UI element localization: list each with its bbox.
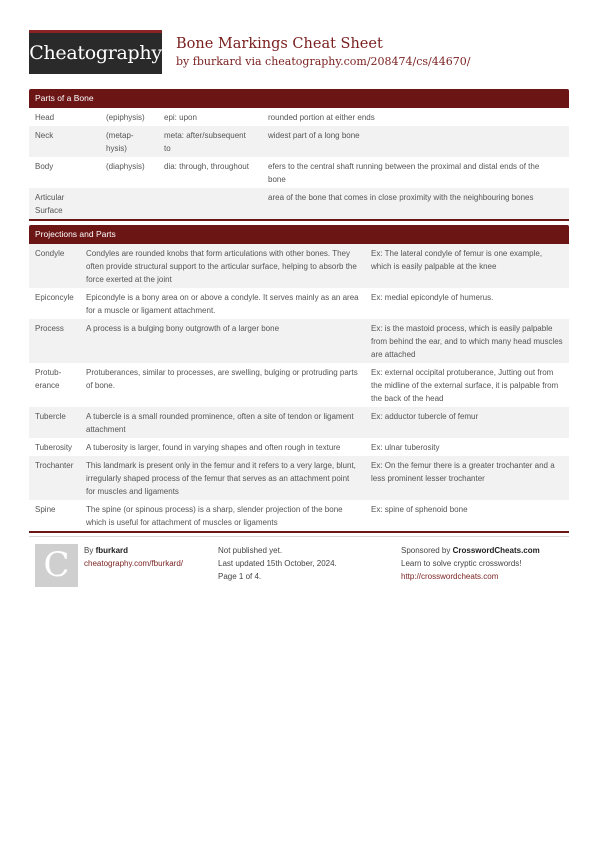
author-link[interactable]: fburkard — [192, 55, 242, 68]
section-divider — [29, 219, 569, 221]
parts-table — [29, 108, 569, 219]
page-header — [29, 30, 569, 76]
projection-example: Ex: is the mastoid process, which is easily palpable from behind the ear, and to which many head muscles are attached — [365, 319, 569, 363]
part-description: widest part of a long bone — [262, 126, 569, 157]
part-term: (metap- hysis) — [100, 126, 158, 157]
projections-section — [29, 225, 569, 533]
part-root: dia: through, throughout — [164, 162, 249, 171]
subtitle — [176, 55, 470, 69]
projection-example: Ex: ulnar tuberosity — [371, 443, 440, 452]
by-prefix: by — [176, 55, 190, 68]
projection-name: Spine — [35, 505, 56, 514]
table-row — [29, 188, 569, 219]
part-description: area of the bone that comes in close proximity with the neighbouring bones — [262, 188, 569, 219]
projection-name: Protub- erance — [35, 368, 62, 390]
footer-status-column — [218, 544, 337, 583]
sponsor-name[interactable]: CrosswordCheats.com — [452, 546, 540, 555]
footer-author-column — [84, 544, 183, 570]
projection-description: Epicondyle is a bony area on or above a condyle. It serves mainly as an area for a muscle or ligament attachment. — [86, 293, 359, 315]
part-description: efers to the central shaft running between the proximal and distal ends of the bone — [268, 162, 540, 184]
sponsor-url[interactable]: http://crosswordcheats.com — [401, 572, 499, 581]
table-row — [29, 500, 569, 531]
projection-description: Protuberances, similar to processes, are swelling, bulging or protruding parts of bone. — [86, 368, 358, 390]
projection-description: A tuberosity is larger, found in varying shapes and often rough in texture — [86, 443, 341, 452]
projection-name: Trochanter — [29, 456, 80, 500]
part-term — [100, 188, 158, 219]
projections-table — [29, 244, 569, 531]
projection-example: Ex: external occipital protuberance, Jutting out from the midline of the external surface, it is palpable from the back of the head — [371, 368, 559, 403]
projection-description: A tubercle is a small rounded prominence, often a site of tendon or ligament attachment — [80, 407, 365, 438]
section-divider — [29, 531, 569, 533]
page-title: Bone Markings Cheat Sheet — [176, 36, 383, 52]
parts-of-a-bone-section — [29, 89, 569, 221]
projection-description: This landmark is present only in the femur and it refers to a very large, blunt, irregularly shaped process of the femur that serves as an attachment point for muscles and ligaments — [80, 456, 365, 500]
table-row — [29, 126, 569, 157]
part-name: Body — [35, 162, 54, 171]
last-updated: Last updated 15th October, 2024. — [218, 559, 337, 568]
footer-sponsor-column — [401, 544, 540, 583]
table-row — [29, 456, 569, 500]
part-root — [158, 188, 262, 219]
section-heading: Parts of a Bone — [29, 89, 569, 108]
part-name: Articular Surface — [29, 188, 100, 219]
sponsor-prefix: Sponsored by — [401, 546, 451, 555]
footer-author-url[interactable]: cheatography.com/fburkard/ — [84, 559, 184, 568]
projection-name: Tubercle — [29, 407, 80, 438]
table-row — [29, 108, 569, 126]
projection-name: Condyle — [29, 244, 80, 288]
footer-author-line — [84, 544, 183, 557]
projection-example: Ex: medial epicondyle of humerus. — [371, 293, 494, 302]
projection-name: Tuberosity — [35, 443, 73, 452]
table-row — [29, 363, 569, 407]
part-term: (diaphysis) — [106, 162, 145, 171]
table-row — [29, 319, 569, 363]
footer-author-name[interactable]: fburkard — [95, 546, 129, 555]
table-row — [29, 157, 569, 188]
title-block — [176, 36, 470, 69]
part-description: rounded portion at either ends — [268, 113, 375, 122]
projection-description: A process is a bulging bony outgrowth of a larger bone — [80, 319, 365, 363]
table-row — [29, 438, 569, 456]
projection-example: Ex: adductor tubercle of femur — [365, 407, 569, 438]
projection-name: Epiconcyle — [35, 293, 74, 302]
part-root: meta: after/subsequent to — [158, 126, 262, 157]
via-text: via — [245, 55, 262, 68]
part-root: epi: upon — [164, 113, 197, 122]
projection-description: Condyles are rounded knobs that form articulations with other bones. They often provide structural support to the articular surface, helping to absorb the force exerted at the joint — [80, 244, 365, 288]
table-row — [29, 288, 569, 319]
projection-name: Process — [29, 319, 80, 363]
projection-description: The spine (or spinous process) is a sharp, slender projection of the bone which is useful for attachment of muscles or ligaments — [86, 505, 343, 527]
table-row — [29, 244, 569, 288]
projection-example: Ex: The lateral condyle of femur is one example, which is easily palpable at the knee — [365, 244, 569, 288]
projection-example: Ex: On the femur there is a greater trochanter and a less prominent lesser trochanter — [365, 456, 569, 500]
projection-example: Ex: spine of sphenoid bone — [371, 505, 468, 514]
part-name: Neck — [29, 126, 100, 157]
footer-divider — [29, 536, 569, 537]
publish-status: Not published yet. — [218, 546, 283, 555]
sponsor-tagline: Learn to solve cryptic crosswords! — [401, 559, 522, 568]
by-label: By — [84, 546, 94, 555]
cheatography-logo[interactable]: Cheatography — [29, 30, 162, 74]
sponsor-line — [401, 544, 540, 557]
sheet-url-link[interactable]: cheatography.com/208474/cs/44670/ — [265, 55, 471, 68]
table-row — [29, 407, 569, 438]
cheatography-c-logo: C — [35, 544, 78, 587]
section-heading: Projections and Parts — [29, 225, 569, 244]
page-number: Page 1 of 4. — [218, 572, 262, 581]
page-footer — [29, 536, 569, 596]
part-term: (epiphysis) — [106, 113, 145, 122]
part-name: Head — [35, 113, 55, 122]
